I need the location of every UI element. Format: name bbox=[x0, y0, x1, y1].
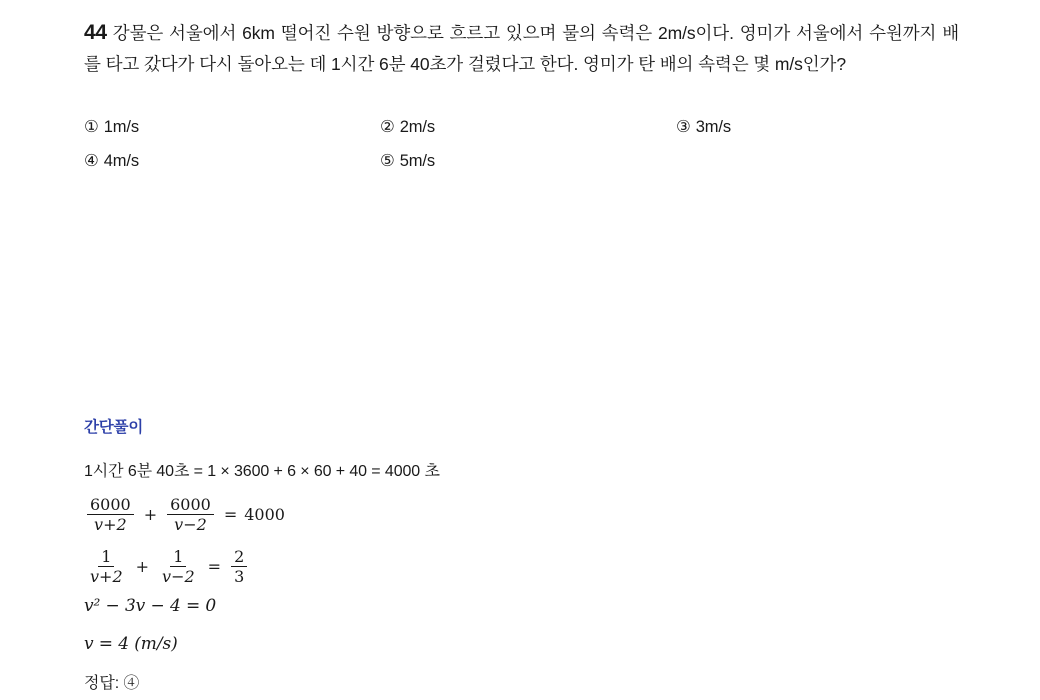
fraction-numerator: 6000 bbox=[167, 496, 214, 515]
choice-option-1[interactable] bbox=[84, 117, 380, 137]
fraction-denominator: v+2 bbox=[90, 567, 123, 587]
fraction-denominator: v−2 bbox=[162, 567, 195, 587]
choice-marker-4: ④ bbox=[84, 152, 99, 170]
equals-operator: = bbox=[223, 505, 238, 525]
choice-marker-5: ⑤ bbox=[380, 152, 395, 170]
choice-list bbox=[84, 110, 964, 178]
plus-operator: + bbox=[135, 557, 150, 577]
equation-right-side: 4000 bbox=[244, 505, 285, 525]
question-number: 44 bbox=[84, 21, 107, 44]
fraction-1-over-v-plus-2 bbox=[87, 548, 126, 586]
choice-label-5: 5m/s bbox=[399, 152, 436, 170]
choice-label-3: 3m/s bbox=[695, 118, 732, 136]
question-block bbox=[84, 16, 959, 78]
choice-label-2: 2m/s bbox=[399, 118, 436, 136]
question-text: 강물은 서울에서 6km 떨어진 수원 방향으로 흐르고 있으며 물의 속력은 2m/s이다. 영미가 서울에서 수원까지 배를 타고 갔다가 다시 돌아오는 데 1시간 6분 40초가 걸렸다고 한다. 영미가 탄 배의 속력은 몇 m/s인가? bbox=[84, 23, 959, 75]
solution-line-equation-1 bbox=[84, 496, 285, 534]
choice-marker-2: ② bbox=[380, 118, 395, 136]
choice-marker-3: ③ bbox=[676, 118, 691, 136]
choice-label-1: 1m/s bbox=[103, 118, 140, 136]
fraction-denominator: v−2 bbox=[174, 515, 207, 535]
plus-operator: + bbox=[143, 505, 158, 525]
fraction-denominator: 3 bbox=[234, 567, 245, 587]
solution-line-quadratic: v² − 3v − 4 = 0 bbox=[84, 596, 217, 616]
solution-heading: 간단풀이 bbox=[84, 419, 144, 436]
question-text-container bbox=[84, 16, 959, 78]
fraction-2-over-3 bbox=[231, 548, 247, 586]
fraction-6000-over-v-minus-2 bbox=[167, 496, 214, 534]
fraction-numerator: 1 bbox=[98, 548, 114, 567]
answer-line: 정답: ④ bbox=[84, 675, 140, 692]
choice-row bbox=[84, 110, 964, 144]
choice-row bbox=[84, 144, 964, 178]
solution-line-equation-2 bbox=[84, 548, 250, 586]
equals-operator: = bbox=[207, 557, 222, 577]
choice-option-4[interactable] bbox=[84, 151, 380, 171]
fraction-numerator: 2 bbox=[231, 548, 247, 567]
choice-option-2[interactable] bbox=[380, 117, 676, 137]
solution-line-time: 1시간 6분 40초 = 1 × 3600 + 6 × 60 + 40 = 4000 초 bbox=[84, 463, 440, 480]
fraction-6000-over-v-plus-2 bbox=[87, 496, 134, 534]
choice-marker-1: ① bbox=[84, 118, 99, 136]
choice-option-3[interactable] bbox=[676, 117, 916, 137]
choice-option-5[interactable] bbox=[380, 151, 676, 171]
fraction-denominator: v+2 bbox=[94, 515, 127, 535]
solution-line-result: v = 4 (m/s) bbox=[84, 634, 178, 654]
fraction-numerator: 1 bbox=[170, 548, 186, 567]
fraction-1-over-v-minus-2 bbox=[159, 548, 198, 586]
fraction-numerator: 6000 bbox=[87, 496, 134, 515]
choice-label-4: 4m/s bbox=[103, 152, 140, 170]
